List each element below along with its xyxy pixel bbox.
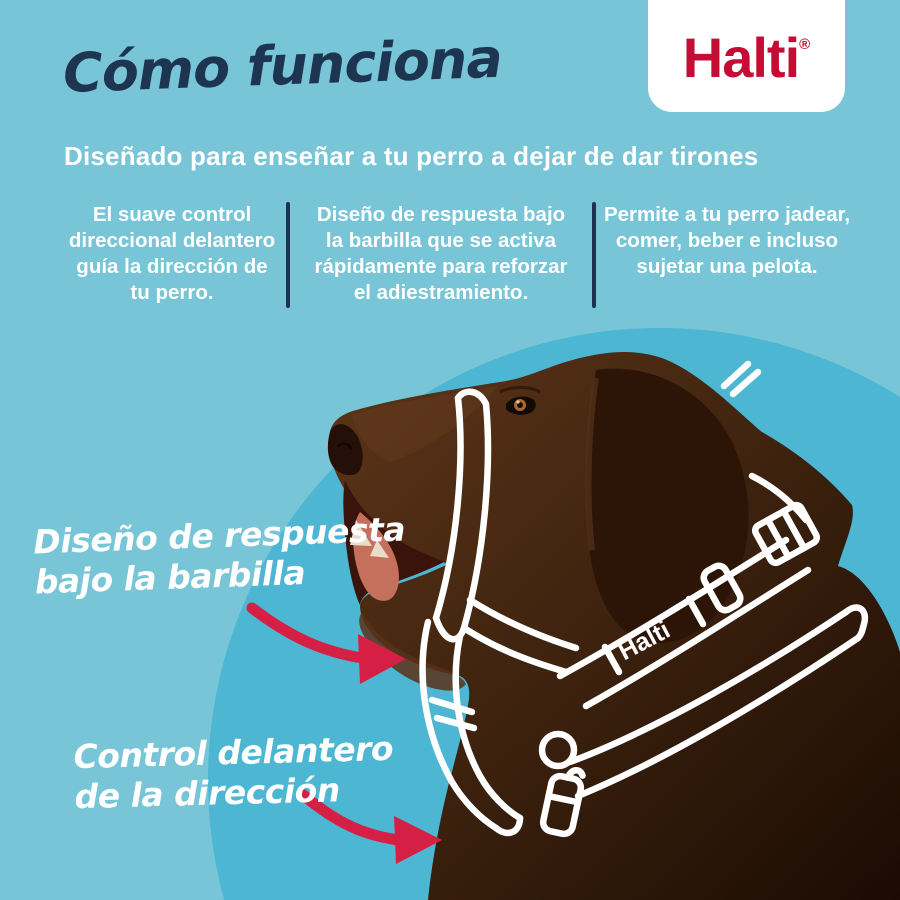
- feature-front-control: [58, 202, 286, 306]
- page-subtitle: Diseñado para enseñar a tu perro a dejar de dar tirones: [64, 141, 759, 171]
- annotation-line: Control delantero: [73, 728, 394, 777]
- feature-line: Permite a tu perro jadear,: [603, 203, 851, 226]
- registered-mark-icon: ®: [799, 36, 811, 53]
- feature-line: sujetar una pelota.: [636, 255, 818, 278]
- annotation-label-direction: [73, 729, 395, 817]
- annotation-line: de la dirección: [74, 770, 341, 817]
- feature-line: El suave control: [92, 203, 252, 226]
- annotation-label-chin: [33, 510, 407, 603]
- feature-line: el adiestramiento.: [353, 281, 529, 304]
- feature-line: comer, beber e incluso: [615, 229, 839, 252]
- feature-line: tu perro.: [130, 281, 214, 304]
- page-title: Cómo funciona: [62, 26, 503, 105]
- harness-strap-label: Halti: [613, 615, 675, 667]
- feature-line: rápidamente para reforzar: [314, 255, 568, 278]
- feature-line: guía la dirección de: [76, 255, 268, 278]
- annotation-line: bajo la barbilla: [34, 553, 306, 602]
- feature-comfort: [596, 202, 858, 280]
- feature-line: Diseño de respuesta bajo: [316, 203, 566, 226]
- feature-chin-response: [290, 202, 592, 306]
- annotation-line: Diseño de respuesta: [32, 509, 406, 562]
- brand-logo-text: Halti®: [682, 26, 811, 89]
- brand-logo: [648, 0, 845, 112]
- feature-line: la barbilla que se activa: [325, 229, 557, 252]
- feature-row: [58, 202, 858, 308]
- feature-line: direccional delantero: [68, 229, 276, 252]
